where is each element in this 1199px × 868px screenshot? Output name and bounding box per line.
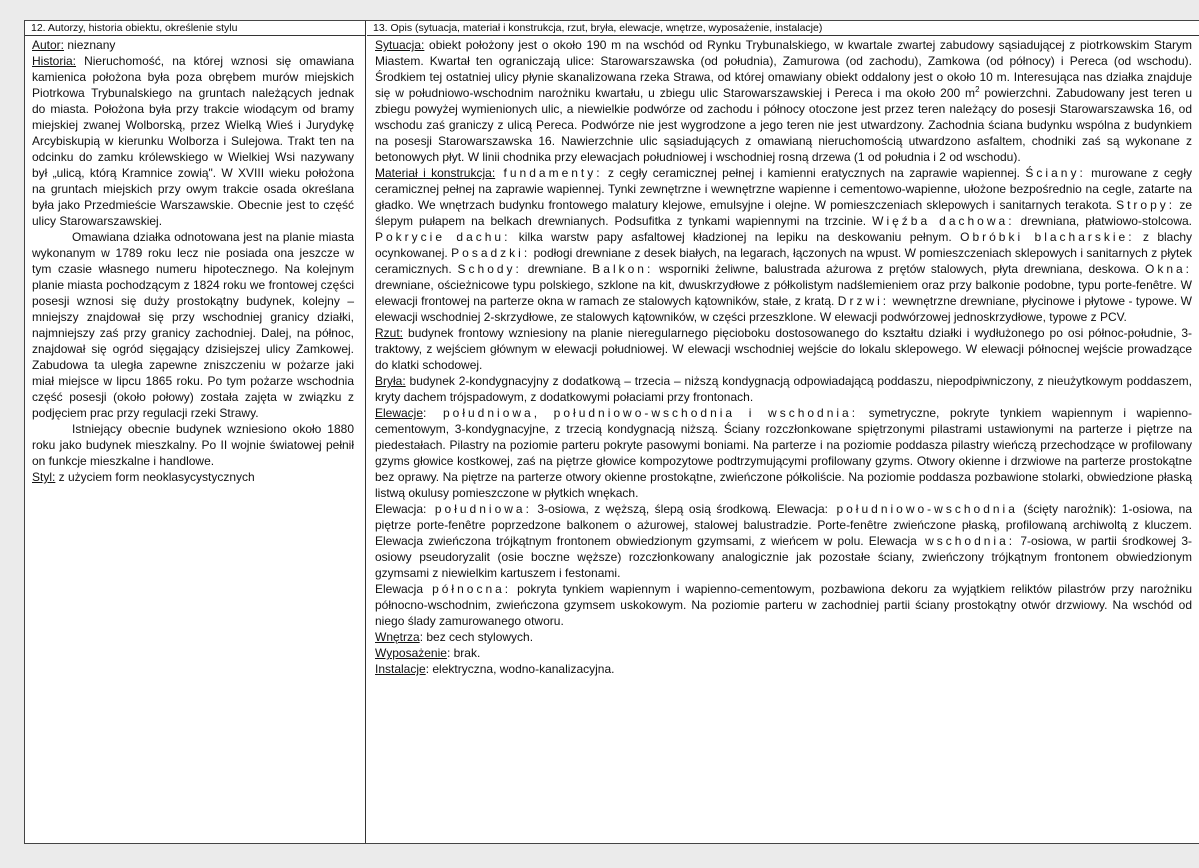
rzut-text: budynek frontowy wzniesiony na planie nieregularnego pięcioboku dostosowanego do kształtu działki i wydłużonego po osi północ-południe, 3-traktowy, z wejściem głównym w elewacji południowej. W elewacji wschodniej wejście do lokalu sklepowego. W elewacji północnej wejście prowadzące do klatki schodowej.: [375, 326, 1192, 372]
historia-text-1: Nieruchomość, na której wznosi się omawiana kamienica położona była poza obrębem murów miejskich Piotrkowa Trybunalskiego na gruntach należących jednak do miasta. Położona była przy trakcie wiodącym od bramy miejskiej zwanej Wolborską, przez Wielką Wieś i Jurydykę Arcybiskupią w kierunku Wolborza i Sulejowa. Trakt ten na odcinku do zamku królewskiego w Wielkiej Wsi nazywany był „ulicą, którą Kramnice zowią". W XVIII wieku położona na gruntach miejskich przy owym trakcie osada określana była jako Przedmieście Warszawskie. Obecnie jest to część ulicy Starowarszawskiej.: [32, 54, 354, 228]
stropy-label: Stropy:: [1116, 198, 1176, 212]
autor-paragraph: [32, 37, 354, 53]
sytuacja-superscript: 2: [975, 85, 980, 94]
elewacje-names: : południowa, południowo-wschodnia i wschodnia:: [423, 406, 859, 420]
elewacja-polnocna-paragraph: [375, 581, 1192, 629]
schody-text: drewniane.: [521, 262, 587, 276]
posadzki-text: podłogi drewniane z desek białych, na legarach, łączonych na wpust. W pomieszczeniach sklepowych i sanitarnych z płytek ceramicznych.: [375, 246, 1192, 276]
elew-pd-prefix: Elewacja:: [375, 502, 427, 516]
elew-pn-name: północna:: [423, 582, 512, 596]
wyposazenie-text: : brak.: [446, 646, 481, 660]
wiezba-text: drewniana, płatwiowo-stolcowa.: [1014, 214, 1192, 228]
description-column: [367, 21, 1199, 843]
bryla-text: budynek 2-kondygnacyjny z dodatkową – trzecia – niższą kondygnacją odpowiadającą poddaszu, niepodpiwniczony, z nieużytkowym poddaszem, kryty dachem trójspadowym, z dodatkowymi połaciami przy frontonach.: [375, 374, 1192, 404]
elewacje-text: symetryczne, pokryte tynkiem wapiennym i wapienno-cementowym, 3-kondygnacyjne, z trzecią kondygnacją niższą. Ściany rozczłonkowane spiętrzonymi pilastrami ustawionymi na parterze i piętrze na piedestałach. Pilastry na poziomie parteru pokryte pasowymi boniami. Na parterze i na poziomie poddasza pilastry wieńczą przechodzące w profilowany gzyms głowice kostkowej, zaś na piętrze głowice kompozytowe podtrzymującymi profilowany gzyms. Otwory okienne i drzwiowe na parterze prostokątne bez oprawy. Na piętrze na parterze otwory okienne prostokątne, zwieńczone półkoliście. Na poziomie poddasza pozbawione stolarki, obwiedzione płaską listwą okulusy pomieszczone w płytkich wnękach.: [375, 406, 1192, 500]
wnetrza-text: : bez cech stylowych.: [419, 630, 534, 644]
schody-label: Schody:: [457, 262, 522, 276]
elew-pdw-text: (ścięty narożnik): 1-osiowa, na piętrze porte-fenêtre poprzedzone balkonem o ażurowej, stalowej balustradzie. Porte-fenêtre zwieńczone płaską, profilowaną archiwoltą z kluczem. Elewacja zwieńczona trójkątnym frontonem obwiedzionym gzymsami, z wieńcem w polu. Elewacja: [375, 502, 1192, 548]
fundamenty-text: z cegły ceramicznej pełnej i kamienni eratycznych na zaprawie wapiennej.: [602, 166, 1021, 180]
wiezba-label: Więźba dachowa:: [872, 214, 1015, 228]
balkon-label: Balkon:: [592, 262, 654, 276]
styl-value: z użyciem form neoklasycystycznych: [55, 470, 255, 484]
historia-paragraph-1: [32, 53, 354, 229]
instalacje-paragraph: [375, 661, 1192, 677]
sciany-label: Ściany:: [1025, 166, 1086, 180]
history-column: [25, 21, 366, 843]
elewacje-label: Elewacje: [375, 406, 424, 420]
rzut-paragraph: [375, 325, 1192, 373]
elewacja-poludniowa-paragraph: [375, 501, 1192, 581]
wnetrza-label: Wnętrza: [375, 630, 420, 644]
section-12-header: 12. Autorzy, historia obiektu, określenie stylu: [25, 21, 365, 36]
pokrycie-label: Pokrycie dachu:: [375, 230, 511, 244]
stropy-text: ze ślepym pułapem na belkach drewnianych. Podsufitka z tynkami wapiennymi na trzcinie.: [375, 198, 1192, 228]
autor-value: nieznany: [64, 38, 116, 52]
bryla-label: Bryła:: [375, 374, 406, 388]
okna-text: drewniane, ościeżnicowe typu polskiego, szklone na kit, dwuskrzydłowe z półkolistym nadślemieniem oraz przy balkonie podobne, typu porte-fenêtre. W elewacji frontowej na parterze okna w ramach ze stalowych kątowników, stałe, z kratą.: [375, 278, 1192, 308]
material-label: Materiał i konstrukcja:: [375, 166, 496, 180]
wyposazenie-label: Wyposażenie: [375, 646, 447, 660]
obrobki-text: z blachy ocynkowanej.: [375, 230, 1193, 260]
elew-pdw-name: południowo-wschodnia: [827, 502, 1018, 516]
elew-w-text: 7-osiowa, w partii środkowej 3-osiowy pseudoryzalit (osie boczne węższe) rozczłonkowany analogicznie jak pozostałe ściany, zwieńczony trójkątnym frontonem obwiedzionym gzymsami z niewielkim kartuszem i festonami.: [375, 534, 1192, 580]
okna-label: Okna:: [1145, 262, 1193, 276]
section-13-header: 13. Opis (sytuacja, materiał i konstrukcja, rzut, bryła, elewacje, wnętrze, wyposażenie, instalacje): [367, 21, 1199, 36]
elew-pd-text: 3-osiowa, z węższą, ślepą osią środkową. Elewacja:: [531, 502, 828, 516]
styl-paragraph: [32, 469, 354, 485]
historia-paragraph-3: Istniejący obecnie budynek wzniesiono około 1880 roku jako budynek mieszkalny. Po II wojnie światowej pełnił on funkcje mieszkalne i handlowe.: [32, 422, 354, 468]
sytuacja-text-a: obiekt położony jest o około 190 m na wschód od Rynku Trybunalskiego, w kwartale zwartej zabudowy sąsiadującej z piotrkowskim Starym Miastem. Kwartał ten ograniczają ulice: Starowarszawska (od południa), Zamurowa (od zachodu), Zamkowa (od północy) i Pereca (od wschodu). Środkiem tej ostatniej ulicy płynie skanalizowana rzeka Strawa, od której omawiany obiekt oddalony jest o około 10 m. Interesująca nas działka znajduje się w południowo-wschodnim narożniku kwartału, u zbiegu ulic Starowarszawskiej i Pereca i ma około 200 m: [375, 38, 1192, 100]
fundamenty-label: fundamenty:: [495, 166, 603, 180]
description-body: [367, 36, 1199, 677]
pokrycie-text: kilka warstw papy asfaltowej kładzionej na lepiku na deskowaniu pełnym.: [510, 230, 952, 244]
obrobki-label: Obróbki blacharskie:: [960, 230, 1135, 244]
drzwi-label: Drzwi:: [837, 294, 890, 308]
sytuacja-label: Sytuacja:: [375, 38, 425, 52]
wyposazenie-paragraph: [375, 645, 1192, 661]
history-body: [25, 36, 365, 485]
sciany-text: murowane z cegły ceramicznej pełnej na zaprawie wapiennej. Tynki zewnętrzne i wewnętrzne wapienne i cementowo-wapienne, ułożone bezpośrednio na cegle, zatarte na gładko. We wnętrzach budynku frontowego malatury klejowe, emulsyjne i olejne. W pomieszczeniach sklepowych i sanitarnych terakota.: [375, 166, 1192, 212]
posadzki-label: Posadzki:: [451, 246, 531, 260]
elew-pn-text: pokryta tynkiem wapiennym i wapienno-cementowym, pozbawiona dekoru za wyjątkiem reliktów pilastrów przy narożniku północno-wschodnim, zwieńczona gzymsem uskokowym. Na poziomie parteru w zachodniej partii ściany prostokątny otwór drzwiowy. Na wschód od niego ślady zamurowanego otworu.: [375, 582, 1192, 628]
document-sheet: [24, 20, 1199, 844]
historia-label: Historia:: [32, 54, 77, 68]
elew-pd-name: południowa:: [426, 502, 532, 516]
wnetrza-paragraph: [375, 629, 1192, 645]
elewacje-paragraph: [375, 405, 1192, 501]
styl-label: Styl:: [32, 470, 56, 484]
rzut-label: Rzut:: [375, 326, 404, 340]
elew-pn-prefix: Elewacja: [375, 582, 424, 596]
bryla-paragraph: [375, 373, 1192, 405]
instalacje-label: Instalacje: [375, 662, 426, 676]
historia-paragraph-2: Omawiana działka odnotowana jest na planie miasta wykonanym w 1789 roku lecz nie posiada ona jeszcze w tym czasie własnego numeru hipotecznego. Na kolejnym planie miasta pochodzącym z 1824 roku we frontowej części posesji wznosi się duży prostokątny budynek, kolejny – mniejszy znajdował się przy wschodniej granicy działki, najmniejszy zaś przy granicy zachodniej. Dalej, na północ, znajdował się ogród sięgający dzisiejszej ulicy Zamkowej. Zabudowa ta uległa zapewne zniszczeniu w pożarze jaki miał miejsce w lipcu 1865 roku. Po tym pożarze wschodnia część posesji (około połowy) została zajęta w związku z podjęciem prac przy regulacji rzeki Strawy.: [32, 230, 354, 420]
sytuacja-text-b: powierzchni. Zabudowany jest teren u zbiegu powyżej wymienionych ulic, a niewielkie podwórze od zachodu i północy otoczone jest przez teren należący do posesji Starowarszawska 16, od wschodu zaś graniczy z ulicą Pereca. Podwórze nie jest wygrodzone a jego teren nie jest utwardzony. Zachodnia ściana budynku wspólna z budynkiem na posesji Starowarszawska 16. Nawierzchnie ulic sąsiadujących z omawianą nieruchomością utwardzono asfaltem, chodniki zaś są wykonane z betonowych płyt. W linii chodnika przy elewacjach południowej i wschodniej rosną drzewa (1 od południa i 2 od wschodu).: [375, 86, 1193, 164]
drzwi-text: wewnętrzne drewniane, płycinowe i płytowe - typowe. W elewacji wschodniej 2-skrzydłowe, ze stalowych kątowników, w części przeszklone. W elewacji podwórzowej jednoskrzydłowe, typowe z PCV.: [375, 294, 1192, 324]
instalacje-text: : elektryczna, wodno-kanalizacyjna.: [425, 662, 615, 676]
material-paragraph: [375, 165, 1192, 325]
autor-label: Autor:: [32, 38, 65, 52]
balkon-text: wsporniki żeliwne, balustrada ażurowa z prętów stalowych, płyta drewniana, deskowa.: [653, 262, 1140, 276]
sytuacja-paragraph: [375, 37, 1192, 165]
elew-w-name: wschodnia:: [916, 534, 1016, 548]
